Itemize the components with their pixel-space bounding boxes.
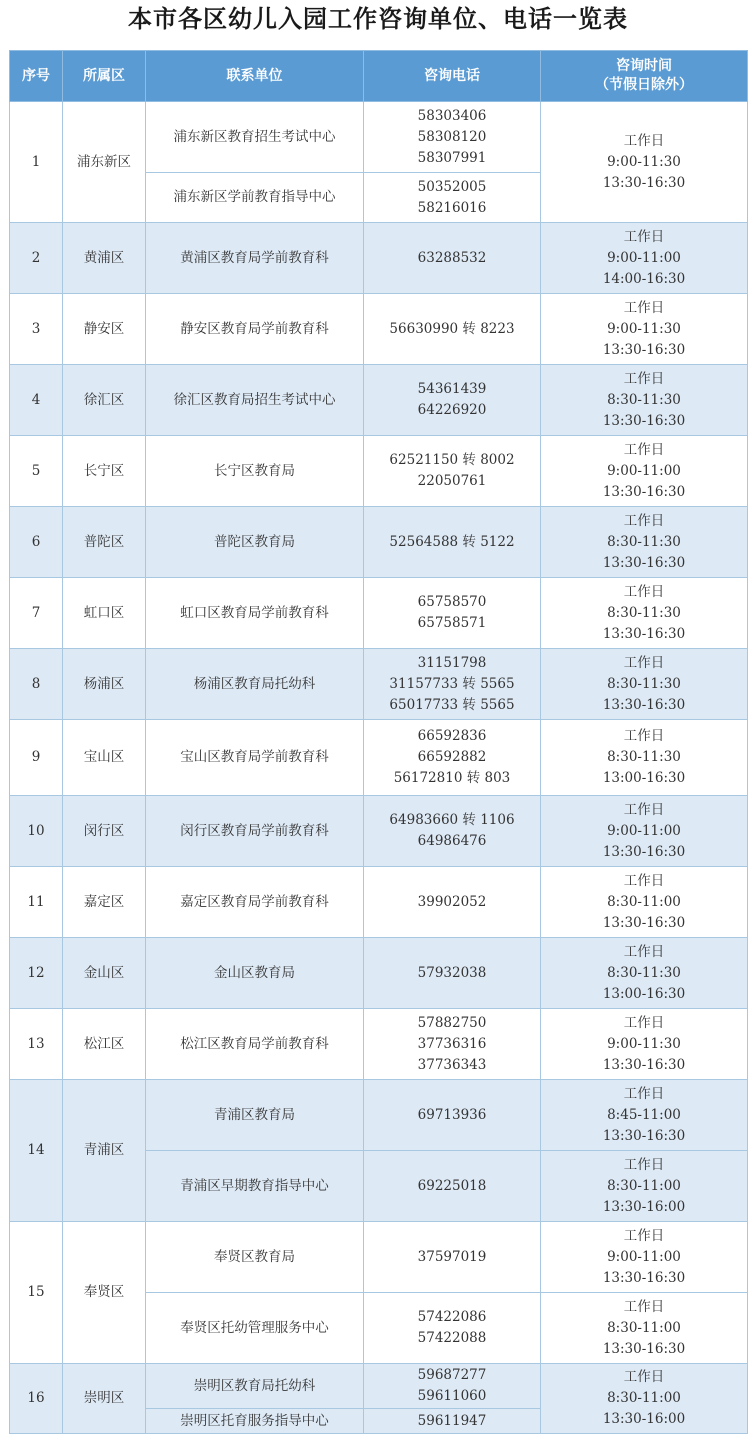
row-time — [541, 365, 748, 436]
time-line: 13:30-16:30 — [602, 174, 686, 191]
time-line: 13:00-16:30 — [602, 985, 686, 1002]
time-line: 14:00-16:30 — [602, 270, 686, 287]
table-row — [10, 720, 748, 796]
row-district: 青浦区 — [63, 1080, 146, 1222]
time-line: 9:00-11:00 — [607, 1248, 681, 1265]
row-unit: 虹口区教育局学前教育科 — [146, 578, 364, 649]
row-district: 宝山区 — [63, 720, 146, 796]
phone-number: 31157733 转 5565 — [389, 675, 515, 692]
time-line: 9:00-11:00 — [607, 822, 681, 839]
row-index: 5 — [10, 436, 63, 507]
row-district: 松江区 — [63, 1009, 146, 1080]
phone-number: 50352005 — [417, 178, 487, 195]
row-time — [541, 720, 748, 796]
time-line: 9:00-11:30 — [607, 320, 681, 337]
row-district: 闵行区 — [63, 796, 146, 867]
row-index: 16 — [10, 1364, 63, 1434]
table-body — [10, 102, 748, 1434]
row-time — [541, 436, 748, 507]
phone-number: 65758570 — [417, 594, 487, 610]
row-phone — [364, 1409, 541, 1434]
header-district: 所属区 — [63, 51, 146, 102]
row-time — [541, 867, 748, 938]
row-district: 黄浦区 — [63, 223, 146, 294]
time-line: 13:30-16:00 — [602, 1411, 686, 1427]
time-line: 工作日 — [623, 654, 665, 671]
time-line: 8:30-11:00 — [607, 1319, 681, 1336]
row-unit: 松江区教育局学前教育科 — [146, 1009, 364, 1080]
table-row — [10, 507, 748, 578]
row-unit: 崇明区教育局托幼科 — [146, 1364, 364, 1409]
row-district: 奉贤区 — [63, 1222, 146, 1364]
time-line: 9:00-11:00 — [607, 462, 681, 479]
row-phone — [364, 1151, 541, 1222]
table-row — [10, 1364, 748, 1409]
table-row — [10, 223, 748, 294]
row-district: 嘉定区 — [63, 867, 146, 938]
row-unit: 闵行区教育局学前教育科 — [146, 796, 364, 867]
time-line: 工作日 — [623, 583, 665, 600]
phone-number: 69225018 — [417, 1177, 487, 1194]
time-line: 13:30-16:30 — [602, 625, 686, 642]
phone-number: 65017733 转 5565 — [389, 696, 515, 713]
row-unit: 青浦区教育局 — [146, 1080, 364, 1151]
table-row — [10, 365, 748, 436]
time-line: 8:30-11:30 — [607, 604, 681, 621]
time-line: 工作日 — [623, 1227, 665, 1244]
time-line: 13:30-16:30 — [602, 914, 686, 931]
phone-number: 64226920 — [417, 402, 487, 418]
phone-number: 39902052 — [417, 893, 487, 910]
time-line: 工作日 — [623, 801, 665, 818]
phone-number: 57422086 — [417, 1309, 487, 1325]
time-line: 工作日 — [623, 132, 665, 149]
row-index: 11 — [10, 867, 63, 938]
time-line: 工作日 — [623, 512, 665, 529]
table-row — [10, 436, 748, 507]
row-phone — [364, 173, 541, 223]
row-time — [541, 223, 748, 294]
time-line: 工作日 — [623, 299, 665, 316]
row-unit: 宝山区教育局学前教育科 — [146, 720, 364, 796]
phone-number: 64986476 — [417, 833, 487, 849]
row-phone — [364, 436, 541, 507]
phone-number: 37597019 — [417, 1248, 487, 1265]
time-line: 13:00-16:30 — [602, 770, 686, 786]
time-line: 9:00-11:30 — [607, 1035, 681, 1052]
time-line: 工作日 — [623, 1085, 665, 1102]
time-line: 8:30-11:30 — [607, 749, 681, 765]
row-district: 徐汇区 — [63, 365, 146, 436]
phone-number: 59687277 — [417, 1367, 487, 1383]
phone-number: 31151798 — [417, 654, 487, 671]
row-time — [541, 507, 748, 578]
phone-number: 66592882 — [417, 749, 487, 765]
row-time — [541, 578, 748, 649]
row-unit: 浦东新区学前教育指导中心 — [146, 173, 364, 223]
row-phone — [364, 796, 541, 867]
time-line: 13:30-16:00 — [602, 1198, 686, 1215]
row-district: 虹口区 — [63, 578, 146, 649]
phone-number: 56630990 转 8223 — [389, 320, 515, 337]
row-district: 金山区 — [63, 938, 146, 1009]
table-row — [10, 1009, 748, 1080]
row-phone — [364, 720, 541, 796]
table-row — [10, 1080, 748, 1151]
row-unit: 奉贤区托幼管理服务中心 — [146, 1293, 364, 1364]
row-phone — [364, 938, 541, 1009]
row-index: 2 — [10, 223, 63, 294]
time-line: 13:30-16:30 — [602, 1127, 686, 1144]
time-line: 13:30-16:30 — [602, 696, 686, 713]
row-unit: 嘉定区教育局学前教育科 — [146, 867, 364, 938]
row-phone — [364, 1009, 541, 1080]
phone-number: 62521150 转 8002 — [389, 452, 515, 468]
row-phone — [364, 1364, 541, 1409]
phone-number: 57882750 — [417, 1014, 487, 1031]
row-time — [541, 294, 748, 365]
time-line: 8:30-11:00 — [607, 1390, 681, 1406]
row-index: 6 — [10, 507, 63, 578]
phone-number: 54361439 — [417, 381, 487, 397]
table-row — [10, 578, 748, 649]
row-phone — [364, 578, 541, 649]
row-district: 普陀区 — [63, 507, 146, 578]
row-index: 12 — [10, 938, 63, 1009]
table-header-row — [10, 51, 748, 102]
phone-number: 52564588 转 5122 — [389, 533, 515, 550]
header-phone: 咨询电话 — [364, 51, 541, 102]
row-unit: 杨浦区教育局托幼科 — [146, 649, 364, 720]
row-time — [541, 1151, 748, 1222]
header-time — [541, 51, 748, 102]
time-line: 工作日 — [623, 943, 665, 960]
time-line: 8:30-11:00 — [607, 893, 681, 910]
row-index: 4 — [10, 365, 63, 436]
time-line: 9:00-11:00 — [607, 249, 681, 266]
row-index: 10 — [10, 796, 63, 867]
time-line: 工作日 — [623, 228, 665, 245]
row-unit: 浦东新区教育招生考试中心 — [146, 102, 364, 173]
row-district: 静安区 — [63, 294, 146, 365]
row-phone — [364, 1222, 541, 1293]
time-line: 工作日 — [623, 728, 665, 744]
row-unit: 奉贤区教育局 — [146, 1222, 364, 1293]
table-row — [10, 1222, 748, 1293]
time-line: 8:30-11:30 — [607, 964, 681, 981]
time-line: 8:30-11:30 — [607, 533, 681, 550]
row-unit: 青浦区早期教育指导中心 — [146, 1151, 364, 1222]
row-index: 7 — [10, 578, 63, 649]
phone-number: 37736343 — [417, 1056, 487, 1073]
phone-number: 58303406 — [417, 107, 487, 124]
phone-number: 37736316 — [417, 1035, 487, 1052]
row-index: 13 — [10, 1009, 63, 1080]
phone-number: 58308120 — [417, 128, 487, 145]
row-phone — [364, 102, 541, 173]
phone-number: 66592836 — [417, 728, 487, 744]
row-index: 15 — [10, 1222, 63, 1364]
row-unit: 徐汇区教育局招生考试中心 — [146, 365, 364, 436]
time-line: 13:30-16:30 — [602, 483, 686, 500]
page-title: 本市各区幼儿入园工作咨询单位、电话一览表 — [128, 5, 628, 33]
time-line: 9:00-11:30 — [607, 153, 681, 170]
table-row — [10, 294, 748, 365]
phone-number: 69713936 — [417, 1106, 487, 1123]
row-time — [541, 1222, 748, 1293]
row-index: 14 — [10, 1080, 63, 1222]
row-time — [541, 1080, 748, 1151]
row-phone — [364, 507, 541, 578]
time-line: 8:30-11:30 — [607, 391, 681, 408]
row-index: 9 — [10, 720, 63, 796]
table-row — [10, 796, 748, 867]
time-line: 工作日 — [623, 1298, 665, 1315]
time-line: 13:30-16:30 — [602, 1056, 686, 1073]
table-row — [10, 102, 748, 173]
row-district: 长宁区 — [63, 436, 146, 507]
row-unit: 普陀区教育局 — [146, 507, 364, 578]
row-time — [541, 102, 748, 223]
row-time — [541, 1364, 748, 1434]
row-index: 8 — [10, 649, 63, 720]
phone-number: 63288532 — [417, 249, 487, 266]
table-row — [10, 938, 748, 1009]
table-row — [10, 867, 748, 938]
row-phone — [364, 867, 541, 938]
row-time — [541, 1009, 748, 1080]
row-index: 3 — [10, 294, 63, 365]
phone-number: 64983660 转 1106 — [389, 812, 515, 828]
row-district: 浦东新区 — [63, 102, 146, 223]
row-phone — [364, 1293, 541, 1364]
time-line: 13:30-16:30 — [602, 554, 686, 571]
row-phone — [364, 1080, 541, 1151]
row-phone — [364, 365, 541, 436]
row-unit: 金山区教育局 — [146, 938, 364, 1009]
row-index: 1 — [10, 102, 63, 223]
row-district: 杨浦区 — [63, 649, 146, 720]
row-phone — [364, 223, 541, 294]
table-row — [10, 649, 748, 720]
time-line: 工作日 — [623, 1369, 665, 1385]
row-district: 崇明区 — [63, 1364, 146, 1434]
header-index: 序号 — [10, 51, 63, 102]
phone-number: 58216016 — [417, 199, 487, 216]
time-line: 工作日 — [623, 370, 665, 387]
contact-table — [9, 50, 748, 1434]
row-unit: 崇明区托育服务指导中心 — [146, 1409, 364, 1434]
row-unit: 长宁区教育局 — [146, 436, 364, 507]
time-line: 8:45-11:00 — [607, 1106, 681, 1123]
time-line: 工作日 — [623, 1156, 665, 1173]
time-line: 8:30-11:00 — [607, 1177, 681, 1194]
time-line: 13:30-16:30 — [602, 341, 686, 358]
phone-number: 59611060 — [417, 1388, 487, 1404]
row-time — [541, 796, 748, 867]
row-time — [541, 649, 748, 720]
phone-number: 57932038 — [417, 964, 487, 981]
header-time-line1: 咨询时间 — [616, 58, 672, 74]
row-time — [541, 1293, 748, 1364]
phone-number: 56172810 转 803 — [393, 770, 511, 786]
header-time-line2: （节假日除外） — [595, 77, 693, 93]
phone-number: 58307991 — [417, 149, 487, 166]
row-phone — [364, 294, 541, 365]
time-line: 工作日 — [623, 441, 665, 458]
row-time — [541, 938, 748, 1009]
time-line: 工作日 — [623, 872, 665, 889]
time-line: 8:30-11:30 — [607, 675, 681, 692]
row-unit: 静安区教育局学前教育科 — [146, 294, 364, 365]
row-phone — [364, 649, 541, 720]
phone-number: 22050761 — [417, 473, 487, 489]
time-line: 工作日 — [623, 1014, 665, 1031]
phone-number: 59611947 — [417, 1412, 487, 1429]
time-line: 13:30-16:30 — [602, 843, 686, 860]
phone-number: 65758571 — [417, 615, 487, 631]
phone-number: 57422088 — [417, 1330, 487, 1346]
time-line: 13:30-16:30 — [602, 1340, 686, 1357]
row-unit: 黄浦区教育局学前教育科 — [146, 223, 364, 294]
header-unit: 联系单位 — [146, 51, 364, 102]
time-line: 13:30-16:30 — [602, 1269, 686, 1286]
time-line: 13:30-16:30 — [602, 412, 686, 429]
